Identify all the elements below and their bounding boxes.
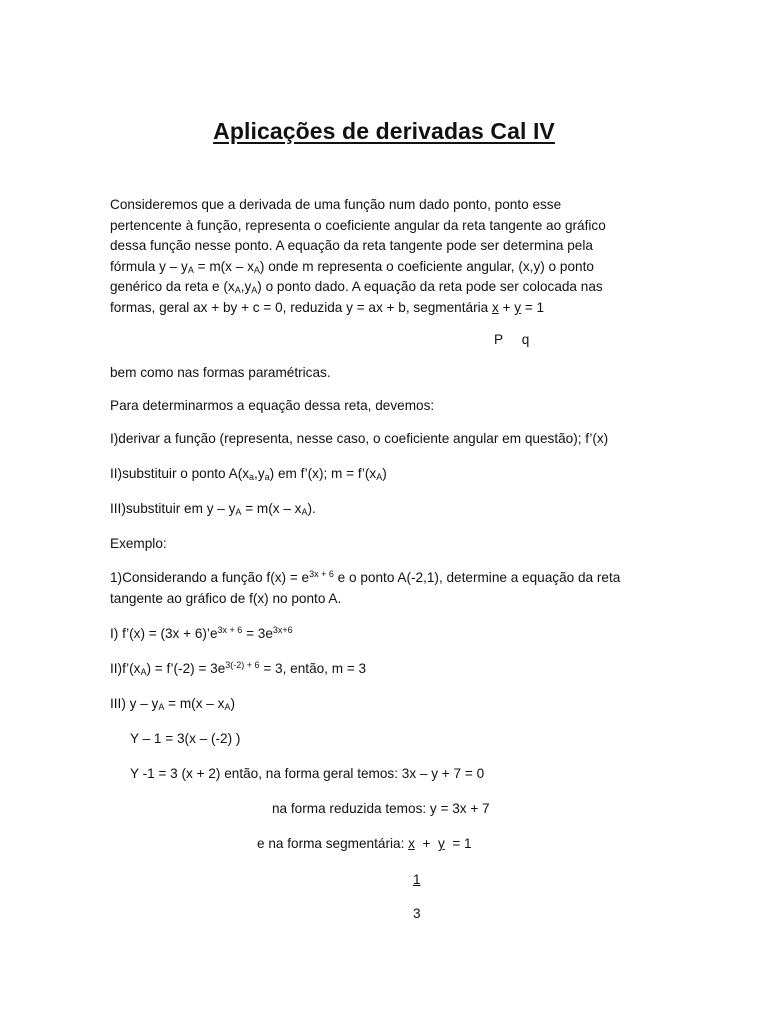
solution-line-point: Y – 1 = 3(x – (-2) ) [130, 731, 241, 746]
example-question-line-1: 1)Considerando a função $f(x) = e^{3x + 6}$ e o ponto A(-2,1), determine a equação da reta [110, 569, 621, 585]
example-question-line-2: tangente ao gráfico de f(x) no ponto A. [110, 591, 342, 606]
example-label: Exemplo: [110, 536, 167, 551]
intro-line-6: formas, geral ax + by + c = 0, reduzida y = ax + b, segmentária x + y = 1 [110, 300, 545, 315]
page-title: Aplicações de derivadas Cal IV [213, 118, 555, 144]
intro-line-3: dessa função nesse ponto. A equação da reta tangente pode ser determina pela [110, 238, 593, 253]
intro-line-2: pertencente à função, representa o coeficiente angular da reta tangente ao gráfico [110, 218, 606, 233]
step-3: III)substituir em $y - y_A = m(x - x_A)$. [110, 501, 316, 517]
intro-line-7: bem como nas formas paramétricas. [110, 365, 331, 380]
step-2: II)substituir o ponto $A(x_a,y_a)$ em f’(x); $m = f’(x_A)$ [110, 466, 387, 482]
solution-general-form: Y -1 = 3 (x + 2) então, na forma geral temos: 3x – y + 7 = 0 [130, 766, 485, 781]
solution-step-3: III) $y - y_A = m(x - x_A)$ [110, 696, 235, 712]
step-1: I)derivar a função (representa, nesse caso, o coeficiente angular em questão); f’(x) [110, 431, 609, 446]
intro-line-1: Consideremos que a derivada de uma função num dado ponto, ponto esse [110, 197, 562, 212]
segmentary-denominators: P q [494, 332, 530, 347]
segmentary-denominator-2: 3 [413, 906, 421, 921]
intro-line-5: genérico da reta e $(x_A,y_A)$ o ponto dado. A equação da reta pode ser colocada nas [110, 279, 603, 295]
solution-step-2: $II)f’(x_A)$ = f’(-2) = $3e^{3(-2) + 6} = 3$, então, m = 3 [110, 660, 367, 677]
intro-line-4: fórmula $y - y_A = m(x - x_A)$ onde m representa o coeficiente angular, (x,y) o ponto [110, 259, 594, 275]
segmentary-denominator-1: 1 [413, 872, 421, 887]
solution-step-1: I) f’(x) = $(3x + 6)’e^{3x + 6} = 3e^{3x+6}$ [110, 625, 293, 641]
solution-reduced-form: na forma reduzida temos: y = 3x + 7 [272, 801, 490, 816]
steps-intro: Para determinarmos a equação dessa reta, devemos: [110, 398, 435, 413]
solution-segmentary-form: e na forma segmentária: x + y = 1 [257, 836, 472, 851]
